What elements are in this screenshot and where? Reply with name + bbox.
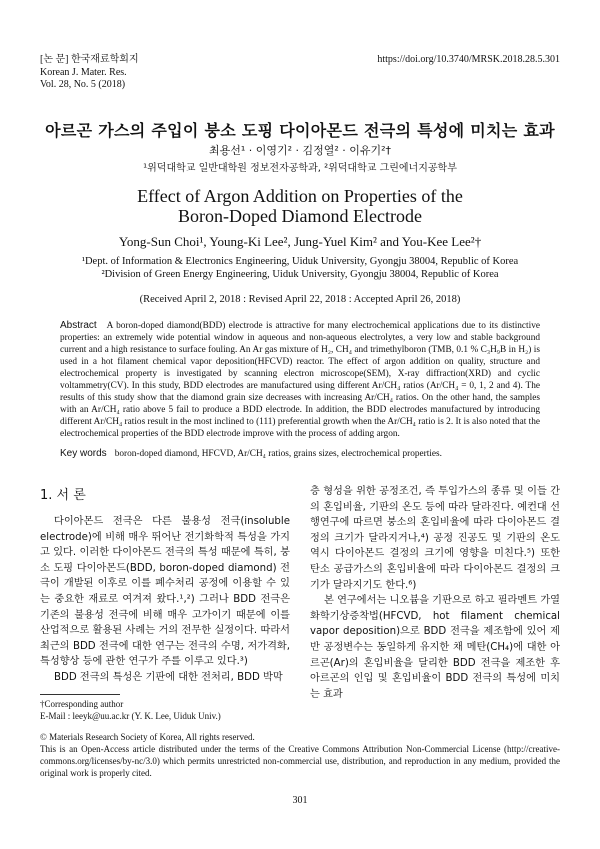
keywords-label: Key words (60, 448, 107, 459)
received-dates: (Received April 2, 2018 : Revised April 22, 2018 : Accepted April 26, 2018) (139, 294, 461, 305)
corresponding-author: †Corresponding author (40, 699, 124, 709)
journal-volume: Vol. 28, No. 5 (2018) (40, 79, 126, 90)
right-column (310, 484, 560, 702)
title-english-line2: Boron-Doped Diamond Electrode (178, 206, 422, 226)
footnote (40, 698, 560, 722)
title-english (0, 186, 600, 226)
footnote-divider (40, 694, 120, 695)
journal-name-ko: [논 문] 한국재료학회지 (40, 54, 139, 65)
authors-korean: 최용선¹ · 이영기² · 김정열² · 이유기²† (208, 144, 392, 157)
keywords (60, 448, 540, 459)
section-title: 1. 서 론 (40, 488, 86, 503)
authors-english: Yong-Sun Choi¹, Young-Ki Lee², Jung-Yuel Kim² and You-Kee Lee²† (118, 234, 482, 249)
journal-header (40, 54, 139, 92)
doi-link[interactable]: https://doi.org/10.3740/MRSK.2018.28.5.301 (377, 54, 560, 65)
journal-name-en: Korean J. Mater. Res. (40, 66, 127, 78)
copyright-notice (40, 731, 560, 779)
paragraph: 본 연구에서는 니오븀을 기판으로 하고 필라멘트 가열 화학기상증착법(HFCVD, hot filament chemical vapor deposition)으로 BDD 전극을 제조함에 있어 제반 공정변수는 동일하게 유지한 채 메탄(CH₄)에 대한 아르곤(Ar)의 혼입비율을 달리한 BDD 전극을 제조한 후 아르곤의 인입 및 혼입비율이 BDD 전극의 특성에 미치는 효과 (310, 595, 560, 700)
page-number: 301 (292, 795, 308, 806)
affiliations-english (0, 255, 600, 281)
title-korean: 아르곤 가스의 주입이 붕소 도핑 다이아몬드 전극의 특성에 미치는 효과 (45, 121, 555, 140)
abstract (60, 320, 540, 440)
copyright-line: © Materials Research Society of Korea, All rights reserved. (40, 732, 255, 742)
abstract-label: Abstract (60, 320, 97, 331)
left-column (40, 514, 290, 686)
author-email: E-Mail : leeyk@uu.ac.kr (Y. K. Lee, Uiduk Univ.) (40, 711, 221, 721)
paragraph: BDD 전극의 특성은 기판에 대한 전처리, BDD 박막 (54, 671, 283, 683)
keywords-text: boron-doped diamond, HFCVD, Ar/CH₄ ratios, grains sizes, electrochemical properties. (114, 449, 442, 459)
license-text: This is an Open-Access article distributed under the terms of the Creative Commons Attribution Non-Commercial License (http://creative-commons.org/licenses/by-nc/3.0) which permits unrestricted non-commercial use, distribution, and reproduction in any medium, provided the original work is properly cited. (40, 744, 560, 778)
paragraph: 층 형성을 위한 공정조건, 즉 투입가스의 종류 및 이들 간의 혼입비율, 기판의 온도 등에 따라 달라진다. 예컨대 선행연구에 따르면 붕소의 혼입비율에 따라 다이아몬드 결정의 크기가 달라지거나,⁴) 공정 진공도 및 기판의 온도 역시 다이아몬드 결정의 크기에 영향을 미친다.⁵) 또한 탄소 공급가스의 혼입비율에 따라 다이아몬드 결정의 크기가 달라지기도 한다.⁶) (310, 486, 560, 591)
affiliation-1: ¹Dept. of Information & Electronics Engineering, Uiduk University, Gyongju 38004, Republic of Korea (81, 256, 519, 267)
affiliations-korean: ¹위덕대학교 일반대학원 정보전자공학과, ²위덕대학교 그린에너지공학부 (143, 163, 457, 174)
title-english-line1: Effect of Argon Addition on Properties of the (137, 186, 463, 206)
abstract-text: A boron-doped diamond(BDD) electrode is attractive for many electrochemical applications due to its distinctive properties: an extremely wide potential window in aqueous and non-aqueous electrolytes, a very low and stable background current and a high resistance to surface fouling. An Ar gas mixture of H₂, CH₄ and trimethylboron (TMB, 0.1 % C₃H₉B in H₂) is used in a hot filament chemical vapor deposition(HFCVD) reactor. The effect of argon addition on quality, structure and electrochemical property is investigated by scanning electron microscope(SEM), X-ray diffraction(XRD) and cyclic voltammetry(CV). In this study, BDD electrodes are manufactured using different Ar/CH₄ ratios (Ar/CH₄ = 0, 1, 2 and 4). The results of this study show that the diamond grain size decreases with increasing Ar/CH₄ ratios. On the other hand, the samples with an Ar/CH₄ ratio above 5 fail to produce a BDD electrode. In addition, the BDD electrodes manufactured by introducing different Ar/CH₄ ratios result in the most inclined to (111) preferential growth when the Ar/CH₄ ratio is 2. It is also noted that the electrochemical properties of the BDD electrode improve with the process of adding argon. (60, 321, 540, 439)
paragraph: 다이아몬드 전극은 다른 불용성 전극(insoluble electrode)에 비해 매우 뛰어난 전기화학적 특성을 가지고 있다. 이러한 다이아몬드 전극의 특성 때문에 특히, 붕소 도핑 다이아몬드(BDD, boron-doped diamond) 전극이 개발된 이후로 이를 폐수처리 공정에 이용할 수 있는 중요한 재료로 여겨져 왔다.¹,²) 그러나 BDD 전극은 기존의 불용성 전극에 비해 매우 고가이기 때문에 이를 산업적으로 활용된 사례는 거의 전무한 실정이다. 따라서 최근의 BDD 전극에 대한 연구는 전극의 수명, 저가격화, 특성향상 등에 관한 연구가 주를 이루고 있다.³) (40, 516, 290, 668)
affiliation-2: ²Division of Green Energy Engineering, Uiduk University, Gyongju 38004, Republic of Korea (101, 269, 499, 280)
